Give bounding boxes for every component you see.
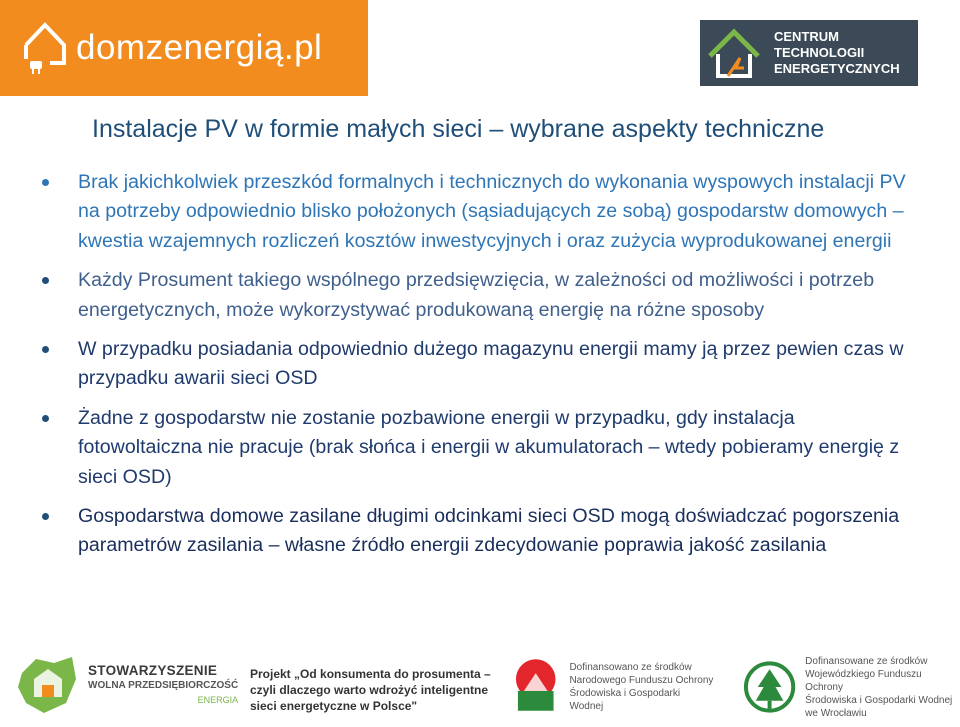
bullet-dot-icon [42,415,49,422]
cte-name [768,20,918,86]
domzenergia-logo [0,0,368,96]
nfosigw-logo [510,652,715,722]
cte-line-3: ENERGETYCZNYCH [774,61,900,76]
fund2-line-3: Środowiska i Gospodarki Wodnej [805,694,953,706]
bullet-text: Żadne z gospodarstw nie zostanie pozbawione energii w przypadku, gdy instalacja fotowoltaiczna nie pracuje (brak słońca i energii w akumulatorach – wtedy pobieramy energię z sieci OSD) [78,406,900,488]
slide-title: Instalacje PV w formie małych sieci – wybrane aspekty techniczne [92,115,825,143]
bullet-dot-icon [42,179,49,186]
project-line-2: czyli dlaczego warto wdrożyć inteligentne [250,683,489,697]
project-line-3: sieci energetyczne w Polsce" [250,699,418,713]
bullet-item [42,168,922,256]
fund1-line-2: Narodowego Funduszu Ochrony [569,675,714,686]
bullet-item [42,404,922,492]
map-emblem-icon [14,653,80,717]
project-line-1: Projekt „Od konsumenta do prosumenta – [250,667,491,681]
cte-logo [700,20,922,86]
bullet-item [42,266,922,325]
fund2-line-1: Dofinansowane ze środków [805,655,928,667]
association-line-2: WOLNA PRZEDSIĘBIORCZOŚĆ [88,679,239,691]
association-line-3: ENERGIA [197,694,239,705]
fund2-line-2: Wojewódzkiego Funduszu Ochrony [805,668,922,693]
wfosigw-logo [742,652,960,722]
fund1-line-1: Dofinansowano ze środków [569,662,692,673]
fund1-line-3: Środowiska i Gospodarki Wodnej [569,688,681,712]
bullet-item [42,502,922,561]
bullet-dot-icon [42,277,49,284]
wfosigw-emblem-icon [742,657,797,717]
domzenergia-wordmark: domzenergią.pl [76,28,323,67]
bullet-list [42,168,922,571]
cte-line-1: CENTRUM [774,29,839,44]
house-plug-icon [22,19,68,77]
bullet-item [42,335,922,394]
cte-line-2: TECHNOLOGII [774,45,865,60]
association-line-1: STOWARZYSZENIE [88,662,218,678]
bullet-dot-icon [42,346,49,353]
bullet-text: W przypadku posiadania odpowiednio dużego magazynu energii mamy ją przez pewien czas w przypadku awarii sieci OSD [78,338,904,390]
cte-mark-icon [700,20,768,86]
project-caption [250,666,500,714]
nfosigw-emblem-icon [510,655,561,719]
bullet-text: Każdy Prosument takiego wspólnego przedsięwzięcia, w zależności od możliwości i potrzeb energetycznych, może wykorzystywać produkowaną energię na różne sposoby [78,269,875,321]
bullet-dot-icon [42,513,49,520]
association-logo [14,650,239,720]
bullet-text: Brak jakichkolwiek przeszkód formalnych i technicznych do wykonania wyspowych instalacji PV na potrzeby odpowiednio blisko położonych (sąsiadujących ze sobą) gospodarstw domowych – kwestia wzajemnych rozliczeń kosztów inwestycyjnych i oraz zużycia wyprodukowanej energii [78,171,906,252]
bullet-text: Gospodarstwa domowe zasilane długimi odcinkami sieci OSD mogą doświadczać pogorszenia parametrów zasilania – własne źródło energii zdecydowanie poprawia jakość zasilania [78,505,900,557]
fund2-line-4: we Wrocławiu [805,707,867,719]
